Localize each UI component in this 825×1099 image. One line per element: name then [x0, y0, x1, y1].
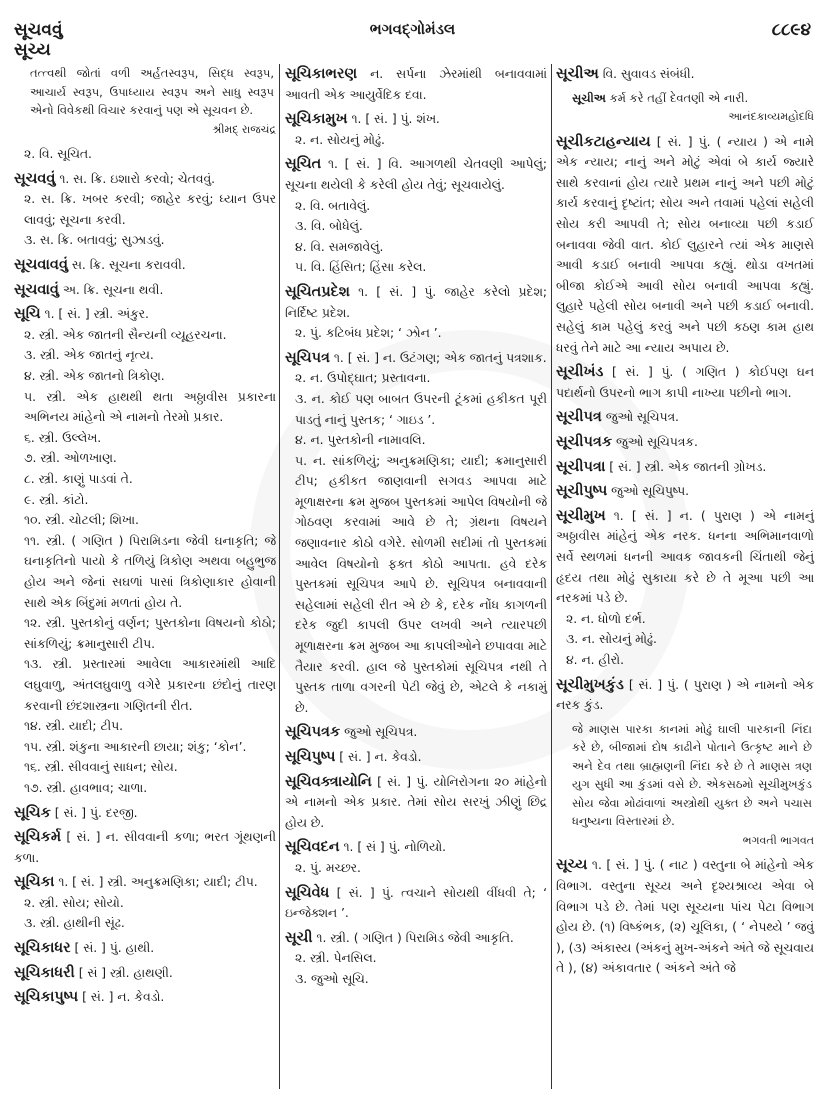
definition: [ સં. ] પું. ( પુરાણ ) એ નામનો એક નરક કુંડ.: [556, 677, 815, 713]
sense-line: ૪. સ્ત્રી. એક જાતનો ત્રિકોણ.: [24, 369, 165, 384]
sense-line: ૧૭. સ્ત્રી. હાવભાવ; ચાળા.: [24, 780, 148, 795]
definition: જુઓ સૂચિપત્ર.: [605, 410, 679, 425]
dictionary-entry: [14, 963, 276, 984]
citation-quote: [556, 720, 814, 831]
column-divider: [279, 64, 280, 1089]
headword: સૂચીઅ: [556, 66, 599, 82]
citation-block: [556, 89, 814, 128]
dictionary-entry: [556, 506, 814, 671]
sense-line: ૨. સ. ક્રિ. ખબર કરવી; જાહેર કરવું; ધ્યાન ઉપર લાવવું; સૂચના કરવી.: [24, 192, 276, 227]
sense-line: ૧૧. સ્ત્રી. ( ગણિત ) પિરામિડના જેવી ઘનાકૃતિ; જે ઘનાકૃતિનો પાયો કે તળિયું ત્રિકોણ અથવા બહુભુજ હોય અને જેનાં સઘળાં પાસાં ત્રિકોણાકાર હોવાની સાથે એક બિંદુમાં મળતાં હોય તે.: [24, 533, 276, 610]
sense-line: ૩. ન. કોઈ પણ બાબત ઉપરની ટૂંકમાં હકીકત પૂરી પાડતું નાનું પુસ્તક; ‘ ગાઇડ ’.: [295, 391, 547, 427]
definition: ન. સર્પના ઝેરમાંથી બનાવવામાં આવતી એક આયુર્વેદિક દવા.: [285, 67, 547, 102]
dictionary-entry: [285, 348, 547, 719]
headword: સૂચિપુષ્પ: [285, 749, 336, 765]
sense-line: ૫. વિ. હિંસિત; હિંસા કરેલ.: [295, 260, 427, 275]
citation-text: જે માણસ પારકા કાનમાં મોઢું ઘાલી પારકાની નિંદા કરે છે, બીજામાં દોષ કાઢીને પોતાને ઉત્કૃષ્ટ માને છે અને દેવ તથા બ્રાહ્મણની નિંદા કરે છે તે માણસ ત્રણ યુગ સુધી આ કુંડમાં વસે છે. એકસઠમો સૂચીમુખકુંડ સોય જેવા મોઢાંવાળાં અસ્ત્રોથી યુક્ત છે અને પચાસ ધનુષ્યના વિસ્તારમાં છે.: [572, 721, 812, 829]
citation-quote: [14, 64, 276, 120]
headword: સૂચીમુખકુંડ: [556, 676, 624, 693]
sense-line: ૨. સ્ત્રી. સોય; સોયો.: [24, 895, 124, 910]
sense-line: ૬. સ્ત્રી. ઉલ્લેખ.: [24, 430, 102, 445]
definition: [ સં. ] પું. ( ન્યાય ) એ નામે એક ન્યાય; નાનું અને મોટું એવાં બે કાર્ય જ્યારે સાથે કરવાનાં હોય ત્યારે પ્રથમ નાનું અને પછી મોટું કાર્ય કરવાનું દૃષ્ટાંત; સોય અને તવામાં પહેલાં સહેલી સોય કરી આપવી તે; સોય બનાવ્યા પછી કડાઈ બનાવવા જેવી વાત. કોઈ લુહારને ત્યાં એક માણસે આવી કડાઈ બનાવી આપવા કહ્યું. થોડા વખતમાં બીજા કોઈએ આવી સોય બનાવી આપવા કહ્યું. લુહારે પહેલી સોય બનાવી અને પછી કડાઈ બનાવી. સહેલું કામ પહેલું કરવું અને પછી કઠણ કામ હાથ ધરવું તેને માટે આ ન્યાય અપાય છે.: [556, 134, 814, 355]
headword: સૂચિત: [285, 156, 322, 173]
definition: ૧. [ સં. ] પું. ( નાટ ) વસ્તુના બે માંહેનો એક વિભાગ. વસ્તુના સૂચ્ય અને દૃશ્યશ્રાવ્ય એવા બે વિભાગ પડે છે. તેમાં પણ સૂચ્યના પાંચ પેટા વિભાગ હોય છે. (૧) વિષ્કંભક, (૨) ચૂલિકા, ( ‘ નેપથ્યે ’ જવું ), (૩) અંકાસ્ય (અંકનું મુખ-અંકને અંતે જે સૂચવાય તે ), (૪) અંકાવતાર ( અંકને અંતે જે: [556, 858, 814, 976]
headword: સૂચિતપ્રદેશ: [285, 283, 350, 300]
dictionary-entry: [14, 938, 276, 959]
dictionary-entry: [556, 362, 814, 403]
sense-line: ૩. વિ. બોધેલું.: [295, 219, 363, 234]
definition: ૧. [ સં. ] સ્ત્રી. અંકુર.: [44, 307, 149, 322]
sense-line: ૨. પું. કટિબંધ પ્રદેશ; ‘ ઝોન ’.: [295, 326, 442, 341]
dictionary-entry: [285, 154, 547, 278]
dictionary-entry: [556, 132, 814, 359]
definition: સ. ક્રિ. સૂચના કરાવવી.: [71, 258, 186, 273]
dictionary-entry: [285, 747, 547, 768]
definition: [ સં. ] પું. ( ગણિત ) કોઈપણ ઘન પદાર્થનો ઉપરનો ભાગ કાપી નાખ્યા પછીનો ભાગ.: [556, 365, 814, 400]
citation-text: તત્ત્વથી જોતાં વળી અર્હતસ્વરૂપ, સિદ્ધ સ્વરૂપ, આચાર્ય સ્વરૂપ, ઉપાધ્યાય સ્વરૂપ અને સાધુ સ્વરૂપ એનો વિવેકથી વિચાર કરવાનું પણ એ સૂચવન છે.: [30, 66, 274, 117]
dictionary-entry: [14, 987, 276, 1008]
sense-line: ૨. ન. સોયનું મોઢું.: [295, 132, 385, 147]
headword: સૂચ્ય: [556, 857, 588, 874]
sense-line: ૧૬. સ્ત્રી. સીવવાનું સાધન; સોય.: [24, 760, 178, 775]
definition: જુઓ સૂચિપત્ર.: [344, 725, 418, 740]
dictionary-entry: [556, 407, 814, 428]
sense-line: ૪. વિ. સમજાવેલું.: [295, 239, 384, 254]
headword: સૂચિકામુખ: [285, 111, 348, 128]
definition: અ. ક્રિ. સૂચના થવી.: [62, 282, 164, 297]
sense-line: ૧૪. સ્ત્રી. યાદી; ટીપ.: [24, 719, 124, 734]
definition: [ સં. ] પું. હાથી.: [74, 941, 155, 956]
headword: સૂચિવક્ત્રાયોનિ: [285, 773, 372, 790]
headword: સૂચિવદન: [285, 839, 340, 856]
headword: સૂચીખંડ: [556, 364, 604, 381]
dictionary-entry: [14, 169, 276, 251]
definition: ૧. [ સં. ] સ્ત્રી. અનુક્રમણિકા; યાદી; ટીપ.: [58, 875, 258, 890]
sense-line: ૩. સ. ક્રિ. બતાવવું; સુઝાડવું.: [24, 233, 165, 248]
sense-line: ૪. ન. પુસ્તકોની નામાવલિ.: [295, 433, 426, 448]
headword: સૂચિકાધર: [14, 940, 71, 957]
headword: સૂચીપત્ર: [556, 409, 602, 426]
dictionary-entry: [285, 837, 547, 878]
sense-line: ૧૩. સ્ત્રી. પ્રસ્તારમાં આવેલા આકારમાંથી આદિ લઘુવાળુ, અંતલઘુવાળુ વગેરે પ્રકારના છંદોનું તારણ કરવાની છંદશાસ્ત્રના ગણિતની રીત.: [24, 657, 276, 713]
dictionary-entry: [14, 827, 276, 868]
citation-quote: [556, 89, 814, 108]
dictionary-entry: [556, 64, 814, 85]
definition: વિ. સુવાવડ સંબંધી.: [602, 67, 695, 81]
citation-keyword: સૂચીઅ: [572, 90, 606, 105]
headword: સૂચિકર્મ: [14, 829, 62, 846]
column-left: [14, 64, 276, 1012]
guide-word-first: સૂચવવું: [14, 20, 63, 40]
definition: [ સં. ] ન. કેવડો.: [82, 990, 165, 1005]
dictionary-entry: [285, 282, 547, 344]
headword: સૂચિકાધરી: [14, 964, 75, 981]
sense-line: ૮. સ્ત્રી. કાણું પાડવાં તે.: [24, 472, 133, 486]
dictionary-entry: [556, 855, 814, 979]
headword: સૂચિકા: [14, 874, 55, 891]
headword: સૂચવાવવું: [14, 257, 68, 274]
sense-line: ૩. સ્ત્રી. એક જાતનું નૃત્ય.: [24, 348, 154, 363]
sense-line: ૧૨. સ્ત્રી. પુસ્તકોનું વર્ણન; પુસ્તકોના વિષયનો કોઠો; સાંકળિયું; ક્રમાનુસારી ટીપ.: [24, 616, 276, 651]
sense-line: ૨. સ્ત્રી. એક જાતની સૈન્યની વ્યૂહરચના.: [24, 327, 227, 342]
headword: સૂચિવેધ: [285, 884, 330, 901]
headword: સૂચિકાપુષ્પ: [14, 989, 79, 1006]
sense-line: ૨. સ્ત્રી. પેનસિલ.: [295, 951, 377, 966]
page-number: ૮૮૯૪: [771, 20, 811, 40]
dictionary-entry: [556, 675, 814, 716]
dictionary-entry: [285, 64, 547, 105]
definition: ૧. સ્ત્રી. ( ગણિત ) પિરામિડ જેવી આકૃતિ.: [316, 930, 514, 945]
column-divider: [551, 64, 552, 1089]
dictionary-entry: [14, 872, 276, 934]
headword: સૂચી: [285, 929, 313, 946]
headword: સૂચિપત્રક: [285, 724, 341, 741]
dictionary-entry: [14, 304, 276, 798]
column-right: [556, 64, 814, 983]
dictionary-entry: [556, 481, 814, 502]
citation-source: આનંદકાવ્યમહોદધિ: [728, 110, 814, 124]
dictionary-entry: [285, 772, 547, 834]
definition: ૧. [ સં. ] પું. જાહેર કરેલો પ્રદેશ; નિર્દિષ્ટ પ્રદેશ.: [285, 284, 547, 320]
definition: ૧. [ સં. ] ન. ઉટંગણ; એક જાતનું પત્રશાક.: [333, 350, 547, 365]
definition: [ સં. ] સ્ત્રી. એક જાતની ગ્રોખડ.: [609, 459, 767, 474]
headword: સૂચીપુષ્પ: [556, 483, 608, 500]
sense-line: ૫. ન. સાંકળિયું; અનુક્રમણિકા; યાદી; ક્રમાનુસારી ટીપ; હકીકત જાણવાની સગવડ આપવા માટે મૂળાક્ષરના ક્રમ મુજબ પુસ્તકમાં આપેલ વિષયોની જે ગોઠવણ કરવામાં આવે છે તે; ગ્રંથના વિષયને જણાવનાર કોઠો વગેરે. સોળમી સદીમાં તો પુસ્તકમાં આવેલ વિષયોનો ફક્ત કોઠો આપતા. હવે દરેક પુસ્તકમાં સૂચિપત્ર આપે છે. સૂચિપત્ર બનાવવાની સહેલામાં સહેલી રીત એ છે કે, દરેક નોંધ કાગળની દરેક જુદી કાપલી ઉપર લખવી અને ત્યારપછી મૂળાક્ષરના ક્રમ મુજબ આ કાપલીઓને છપાવવા માટે તૈયાર કરવી. હાલ જે પુસ્તકોમાં સૂચિપત્ર નથી તે પુસ્તક તાળા વગરની પેટી જેવું છે, એટલે કે નકામું છે.: [295, 453, 547, 715]
citation-text: કર્મ કરે તહીં દેવતણી એ નારી.: [609, 90, 749, 105]
dictionary-entry: [556, 457, 814, 478]
definition: જુઓ સૂચિપુષ્પ.: [611, 484, 689, 499]
headword: સૂચવાવું: [14, 281, 59, 298]
sense-line: ૨. પું. મચ્છર.: [295, 860, 361, 875]
dictionary-entry: [14, 280, 276, 301]
definition: [ સં ] સ્ત્રી. હાથણી.: [78, 965, 173, 980]
dictionary-entry: [285, 928, 547, 990]
running-title: ભગવદ્‌ગોમંડલ: [369, 20, 456, 38]
definition: જુઓ સૂચિપત્રક.: [615, 435, 698, 449]
headword: સૂચિકાભરણ: [285, 66, 358, 82]
headword: સૂચિ: [14, 306, 41, 323]
headword: સૂચિપત્ર: [285, 349, 330, 366]
citation-block: [14, 64, 276, 140]
sense-line: ૩. ન. સોયનું મોઢું.: [566, 632, 657, 647]
headword: સૂચવવું: [14, 170, 56, 187]
sense-line: ૩. જુઓ સૂચિ.: [295, 971, 369, 986]
definition: ૧. સ. ક્રિ. ઇશારો કરવો; ચેતવવું.: [59, 171, 216, 186]
sense-line: ૫. સ્ત્રી. એક હાથથી થતા અઠ્ઠાવીસ પ્રકારના અભિનય માંહેનો એ નામનો તેરમો પ્રકાર.: [24, 389, 276, 425]
definition: ૧. [ સં. ] ન. ( પુરાણ ) એ નામનું અઠ્ઠાવીસ માંહેનું એક નરક. ધનના અભિમાનવાળો સર્વે સ્થળમાં ધનની આવક જાવકની ચિંતાથી જેનું હૃદય તથા મોઢું સુકાયા કરે છે તે મૂઆ પછી આ નરકમાં પડે છે.: [556, 508, 814, 606]
definition: [ સં. ] પું. ત્વચાને સોયથી વીંધવી તે; ‘ ઇન્જેક્શન ’.: [285, 885, 547, 921]
definition: [ સં. ] ન. સીવવાની કળા; ભરત ગૂંથણની કળા.: [14, 830, 276, 865]
sense-line: ૪. ન. હીરો.: [566, 652, 625, 667]
sense-line: ૯. સ્ત્રી. કાંટો.: [24, 492, 89, 507]
dictionary-entry: [285, 883, 547, 924]
headword: સૂચીપત્રા: [556, 458, 606, 475]
page-header: [0, 18, 825, 62]
sense-line: ૨. ન. ઉપોદ્‌ઘાત; પ્રસ્તાવના.: [295, 371, 431, 386]
headword: સૂચીમુખ: [556, 507, 606, 524]
dictionary-entry: [14, 803, 276, 824]
dictionary-entry: [285, 722, 547, 743]
sense-line: ૩. સ્ત્રી. હાથીની સૂંઢ.: [24, 916, 125, 931]
guide-word-last: સૂચ્ય: [14, 40, 51, 60]
definition: [ સં. ] પું. દરજી.: [54, 805, 138, 820]
sense-line: ૨. ન. ધોળો દર્ભ.: [566, 611, 646, 626]
sense-line: ૨. વિ. બતાવેલું.: [295, 198, 371, 213]
sense-line: ૭. સ્ત્રી. ઓળખાણ.: [24, 451, 117, 466]
sense-line: ૧૫. સ્ત્રી. શંકુના આકારની છાયા; શંકુ; ‘કોન’.: [24, 739, 247, 754]
headword: સૂચીપત્રક: [556, 434, 613, 450]
entry-sense: ૨. વિ. સૂચિત.: [24, 147, 92, 162]
headword: સૂચિક: [14, 804, 51, 821]
citation-source: શ્રીમદ્ રાજચંદ્ર: [212, 122, 276, 136]
definition: ૧. [ સં ] પું. નોળિયો.: [343, 840, 447, 855]
definition: [ સં. ] પું. યોનિરોગના ૨૦ માંહેનો એ નામનો એક પ્રકાર. તેમાં સોય સરખું ઝીણું છિદ્ર હોય છે.: [285, 774, 547, 830]
column-middle: [285, 64, 547, 994]
dictionary-entry: [285, 109, 547, 150]
dictionary-entry: [14, 255, 276, 276]
definition: ૧. [ સં. ] વિ. આગળથી ચેતવણી આપેલું; સૂચના થયેલી કે કરેલી હોય તેવું; સૂચવાયેલું.: [285, 157, 547, 192]
definition: [ સં. ] ન. કેવડો.: [339, 750, 422, 764]
citation-block: [556, 720, 814, 852]
dictionary-entry: [556, 432, 814, 453]
definition: ૧. [ સં. ] પું. શંખ.: [351, 112, 440, 127]
sense-line: ૧૦. સ્ત્રી. ચોટલી; શિખા.: [24, 513, 139, 528]
headword: સૂચીકટાહન્યાય: [556, 133, 651, 150]
citation-source: ભગવતી ભાગવત: [742, 833, 814, 847]
